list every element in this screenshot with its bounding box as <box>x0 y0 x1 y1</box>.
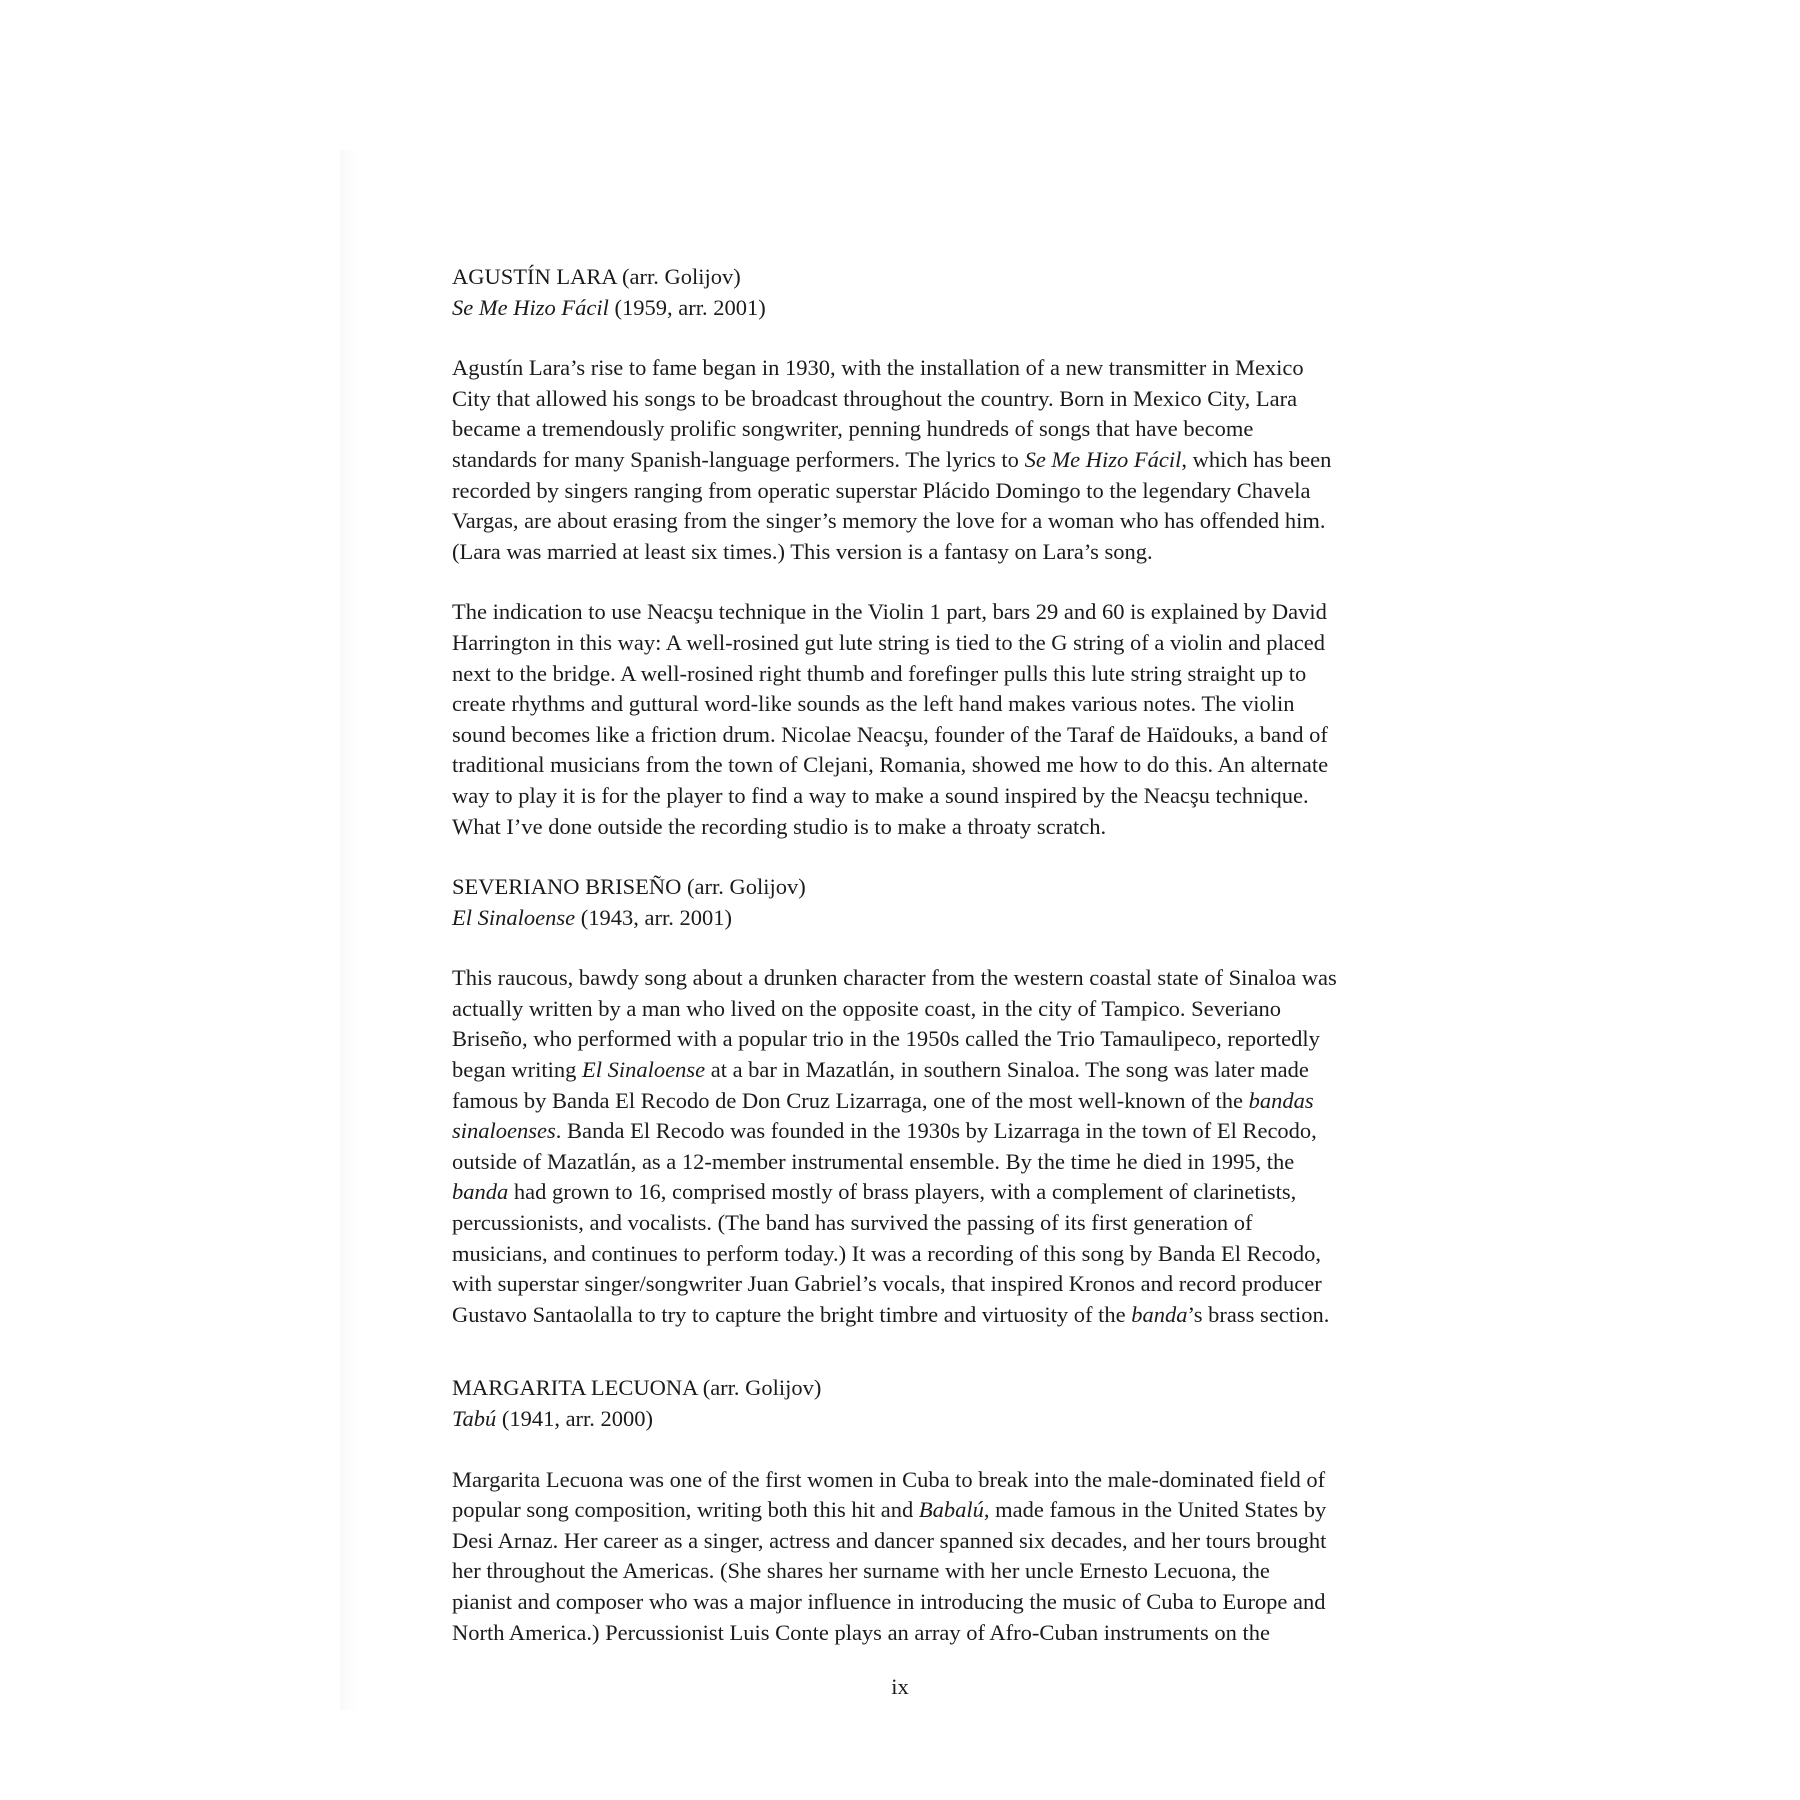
text-line: (Lara was married at least six times.) This version is a fantasy on Lara’s song. <box>452 538 1153 564</box>
text-run: , which has been <box>1181 446 1332 472</box>
text-line: her throughout the Americas. (She shares her surname with her uncle Ernesto Lecuona, the <box>452 1558 1270 1584</box>
work-title-line <box>452 1404 1492 1435</box>
text-line: The indication to use Neacşu technique in the Violin 1 part, bars 29 and 60 is explained by David <box>452 599 1327 625</box>
text-line <box>452 1300 1492 1331</box>
document-body <box>452 262 1492 1648</box>
paragraph-gap <box>452 323 1492 353</box>
text-line <box>452 1495 1492 1526</box>
work-details: (1943, arr. 2001) <box>575 904 732 930</box>
italic-title: El Sinaloense <box>581 1057 706 1083</box>
page-edge-shadow <box>340 150 358 1710</box>
text-line: This raucous, bawdy song about a drunken character from the western coastal state of Sinaloa was <box>452 965 1337 991</box>
composer-heading: MARGARITA LECUONA (arr. Golijov) <box>452 1375 822 1401</box>
text-run: . Banda El Recodo was founded in the 1930s by Lizarraga in the town of El Recodo, <box>555 1118 1317 1144</box>
text-run: , made famous in the United States by <box>983 1497 1327 1523</box>
text-line: Agustín Lara’s rise to fame began in 1930, with the installation of a new transmitter in Mexico <box>452 355 1304 381</box>
italic-title: Babalú <box>918 1497 984 1523</box>
text-line: Harrington in this way: A well-rosined gut lute string is tied to the G string of a violin and placed <box>452 629 1325 655</box>
paragraph <box>452 963 1492 1330</box>
work-title-line <box>452 293 1492 324</box>
text-line <box>452 1116 1492 1147</box>
text-line: Margarita Lecuona was one of the first women in Cuba to break into the male-dominated field of <box>452 1466 1326 1492</box>
text-line: with superstar singer/songwriter Juan Gabriel’s vocals, that inspired Kronos and record producer <box>452 1271 1322 1297</box>
work-details: (1959, arr. 2001) <box>608 294 766 320</box>
section-gap <box>452 842 1492 872</box>
text-line: musicians, and continues to perform today.) It was a recording of this song by Banda El Recodo, <box>452 1240 1321 1266</box>
text-run: standards for many Spanish-language performers. The lyrics to <box>452 446 1025 472</box>
work-section <box>452 262 1492 842</box>
text-line: North America.) Percussionist Luis Conte plays an array of Afro-Cuban instruments on the <box>452 1619 1270 1645</box>
text-line: outside of Mazatlán, as a 12-member instrumental ensemble. By the time he died in 1995, the <box>452 1148 1295 1174</box>
text-line: pianist and composer who was a major influence in introducing the music of Cuba to Europe and <box>452 1588 1326 1614</box>
paragraph-gap <box>452 567 1492 597</box>
text-line: What I’ve done outside the recording studio is to make a throaty scratch. <box>452 813 1107 839</box>
paragraph-gap <box>452 933 1492 963</box>
text-line: percussionists, and vocalists. (The band has survived the passing of its first generation of <box>452 1210 1253 1236</box>
text-line <box>452 1177 1492 1208</box>
text-line: next to the bridge. A well-rosined right thumb and forefinger pulls this lute string straight up to <box>452 660 1307 686</box>
text-run: popular song composition, writing both this hit and <box>452 1497 919 1523</box>
text-line: Briseño, who performed with a popular trio in the 1950s called the Trio Tamaulipeco, reportedly <box>452 1026 1320 1052</box>
composer-heading: SEVERIANO BRISEÑO (arr. Golijov) <box>452 874 806 900</box>
paragraph <box>452 1465 1492 1649</box>
work-details: (1941, arr. 2000) <box>496 1406 654 1431</box>
text-line: create rhythms and guttural word-like sounds as the left hand makes various notes. The violin <box>452 691 1295 717</box>
work-title: Se Me Hizo Fácil <box>452 294 609 320</box>
italic-title: banda <box>452 1179 509 1205</box>
text-line: actually written by a man who lived on the opposite coast, in the city of Tampico. Severiano <box>452 995 1282 1021</box>
text-run: ’s brass section. <box>1187 1301 1330 1327</box>
work-section <box>452 872 1492 1330</box>
italic-title: banda <box>1131 1301 1188 1327</box>
text-line: became a tremendously prolific songwriter, penning hundreds of songs that have become <box>452 416 1254 442</box>
text-line <box>452 1086 1492 1117</box>
page-number: ix <box>891 1674 909 1699</box>
text-run: famous by Banda El Recodo de Don Cruz Lizarraga, one of the most well-known of the <box>452 1087 1249 1113</box>
paragraph-gap <box>452 1435 1492 1465</box>
italic-title: sinaloenses <box>452 1118 556 1144</box>
text-run: had grown to 16, comprised mostly of brass players, with a complement of clarinetists, <box>508 1179 1297 1205</box>
italic-title: Se Me Hizo Fácil <box>1024 446 1182 472</box>
text-line <box>452 445 1492 476</box>
text-line <box>452 1055 1492 1086</box>
text-line: traditional musicians from the town of Clejani, Romania, showed me how to do this. An alternate <box>452 752 1329 778</box>
italic-title: bandas <box>1248 1087 1314 1113</box>
text-line: Desi Arnaz. Her career as a singer, actress and dancer spanned six decades, and her tours brought <box>452 1527 1327 1553</box>
section-gap <box>452 1330 1492 1373</box>
work-title: El Sinaloense <box>452 904 576 930</box>
text-line: sound becomes like a friction drum. Nicolae Neacşu, founder of the Taraf de Haïdouks, a band of <box>452 721 1328 747</box>
text-line: City that allowed his songs to be broadcast throughout the country. Born in Mexico City, Lara <box>452 385 1298 411</box>
text-run: Gustavo Santaolalla to try to capture the bright timbre and virtuosity of the <box>452 1301 1132 1327</box>
text-line: way to play it is for the player to find a way to make a sound inspired by the Neacşu technique. <box>452 782 1309 808</box>
composer-heading: AGUSTÍN LARA (arr. Golijov) <box>452 264 741 289</box>
text-run: began writing <box>452 1057 582 1083</box>
work-section <box>452 1373 1492 1648</box>
paragraph <box>452 353 1492 567</box>
text-line: Vargas, are about erasing from the singer’s memory the love for a woman who has offended him. <box>452 508 1326 534</box>
text-line: recorded by singers ranging from operatic superstar Plácido Domingo to the legendary Chavela <box>452 477 1311 503</box>
paragraph <box>452 597 1492 842</box>
text-run: at a bar in Mazatlán, in southern Sinaloa. The song was later made <box>705 1057 1309 1083</box>
work-title-line <box>452 903 1492 934</box>
work-title: Tabú <box>452 1406 497 1431</box>
